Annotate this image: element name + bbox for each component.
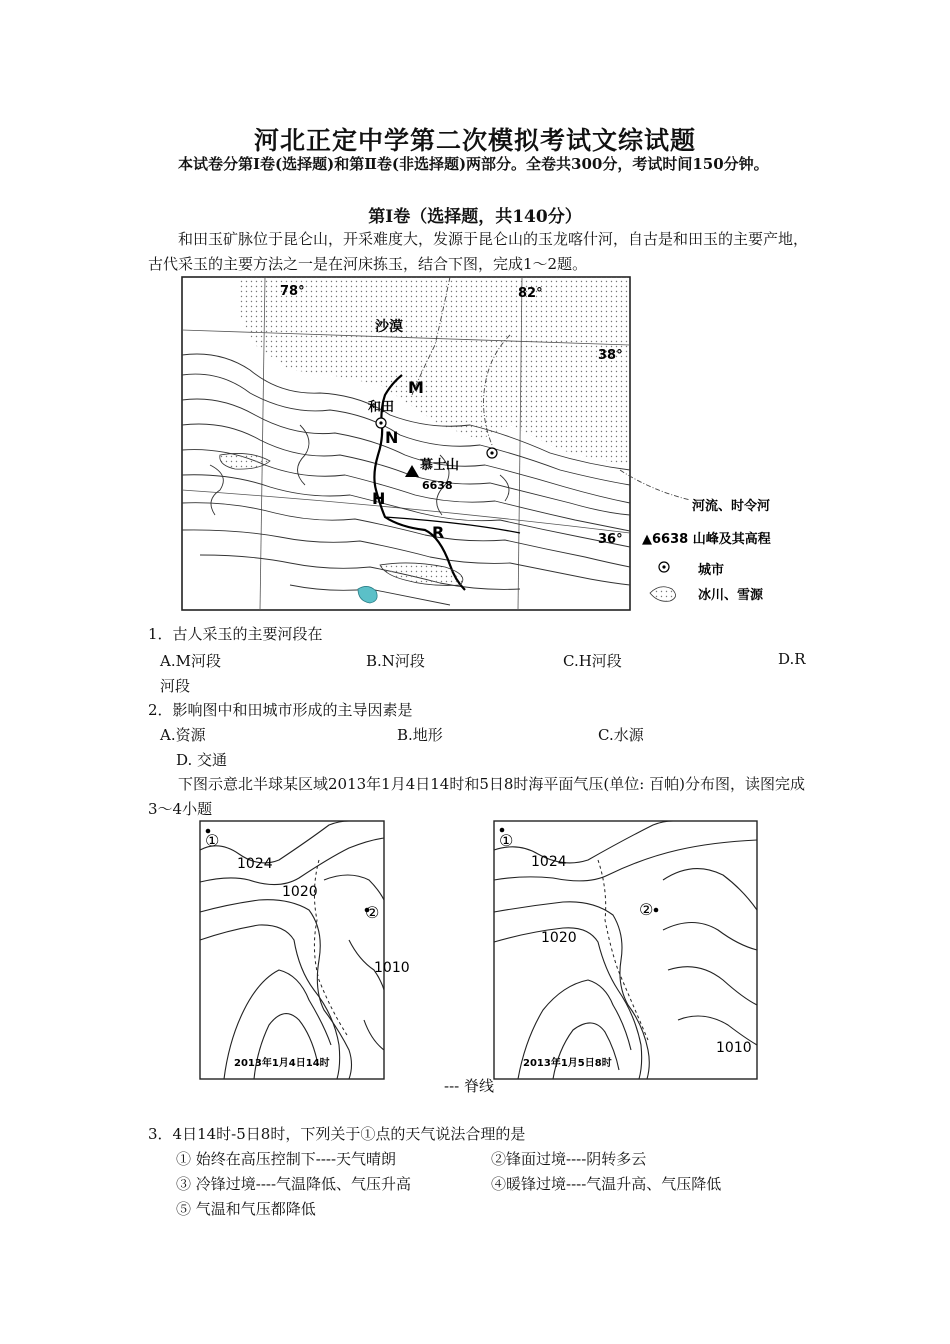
- svg-text:1020: 1020: [282, 884, 318, 900]
- pressure-map-2-caption: 2013年1月5日8时: [523, 1058, 612, 1069]
- q3-option-1[interactable]: ① 始终在高压控制下----天气晴朗: [176, 1150, 397, 1168]
- passage-1: 和田玉矿脉位于昆仑山，开采难度大，发源于昆仑山的玉龙喀什河，自古是和田玉的主要产地，古代采玉的主要方法之一是在河床拣玉，结合下图，完成1～2题。: [148, 230, 809, 273]
- legend-city: 城市: [698, 563, 725, 578]
- legend-glacier: 冰川、雪源: [698, 588, 764, 603]
- q2-option-b[interactable]: B.地形: [397, 726, 443, 744]
- exam-intro: 本试卷分第Ⅰ卷(选择题)和第Ⅱ卷(非选择题)两部分。全卷共300分，考试时间150分钟。: [178, 155, 769, 173]
- svg-text:慕士山: 慕士山: [420, 458, 460, 473]
- passage-2: 下图示意北半球某区域2013年1月4日14时和5日8时海平面气压(单位: 百帕)分布图，读图完成3～4小题: [148, 775, 805, 818]
- section-heading: 第Ⅰ卷（选择题，共140分）: [368, 207, 582, 227]
- q1-option-a[interactable]: A.M河段: [160, 652, 221, 670]
- svg-text:1010: 1010: [716, 1040, 752, 1056]
- svg-text:38°: 38°: [598, 348, 623, 363]
- svg-text:M: M: [408, 378, 424, 397]
- q2-option-c[interactable]: C.水源: [598, 726, 644, 744]
- q1-option-d-cont: 河段: [160, 677, 191, 695]
- svg-text:②: ②: [365, 903, 380, 922]
- q1-option-c[interactable]: C.H河段: [563, 652, 622, 670]
- svg-text:1024: 1024: [237, 856, 273, 872]
- svg-text:1020: 1020: [541, 930, 577, 946]
- q2-option-d[interactable]: D. 交通: [176, 751, 228, 769]
- q2-stem: 2．影响图中和田城市形成的主导因素是: [148, 701, 413, 719]
- q3-option-2[interactable]: ②锋面过境----阴转多云: [491, 1150, 647, 1168]
- svg-text:82°: 82°: [518, 286, 543, 301]
- pressure-map-jan5: [493, 820, 758, 1080]
- svg-text:①: ①: [205, 831, 220, 850]
- pressure-map-jan4: [199, 820, 410, 1080]
- svg-text:R: R: [432, 523, 445, 542]
- svg-text:6638: 6638: [422, 479, 453, 492]
- svg-text:78°: 78°: [280, 284, 305, 299]
- q2-option-a[interactable]: A.资源: [160, 726, 206, 744]
- q3-stem: 3．4日14时-5日8时，下列关于①点的天气说法合理的是: [148, 1125, 526, 1143]
- svg-text:②: ②: [639, 900, 654, 919]
- q3-option-5[interactable]: ⑤ 气温和气压都降低: [176, 1200, 316, 1218]
- q3-option-3[interactable]: ③ 冷锋过境----气温降低、气压升高: [176, 1175, 412, 1193]
- hotan-map: [180, 275, 795, 615]
- legend-river: 河流、时令河: [692, 499, 771, 514]
- page-title: 河北正定中学第二次模拟考试文综试题: [253, 126, 696, 155]
- legend-peak: ▲6638 山峰及其高程: [642, 532, 771, 547]
- pressure-map-1-caption: 2013年1月4日14时: [234, 1058, 330, 1069]
- svg-text:H: H: [372, 489, 386, 508]
- svg-text:1010: 1010: [374, 960, 410, 976]
- svg-text:和田: 和田: [368, 400, 395, 415]
- svg-text:N: N: [385, 428, 399, 447]
- svg-text:1024: 1024: [531, 854, 567, 870]
- q1-option-b[interactable]: B.N河段: [366, 652, 425, 670]
- svg-text:沙漠: 沙漠: [375, 319, 403, 335]
- svg-text:①: ①: [499, 831, 514, 850]
- q1-stem: 1．古人采玉的主要河段在: [148, 625, 323, 643]
- ridge-legend: --- 脊线: [444, 1077, 494, 1095]
- svg-text:36°: 36°: [598, 532, 623, 547]
- q1-option-d[interactable]: D.R: [778, 650, 806, 668]
- q3-option-4[interactable]: ④暖锋过境----气温升高、气压降低: [491, 1175, 722, 1193]
